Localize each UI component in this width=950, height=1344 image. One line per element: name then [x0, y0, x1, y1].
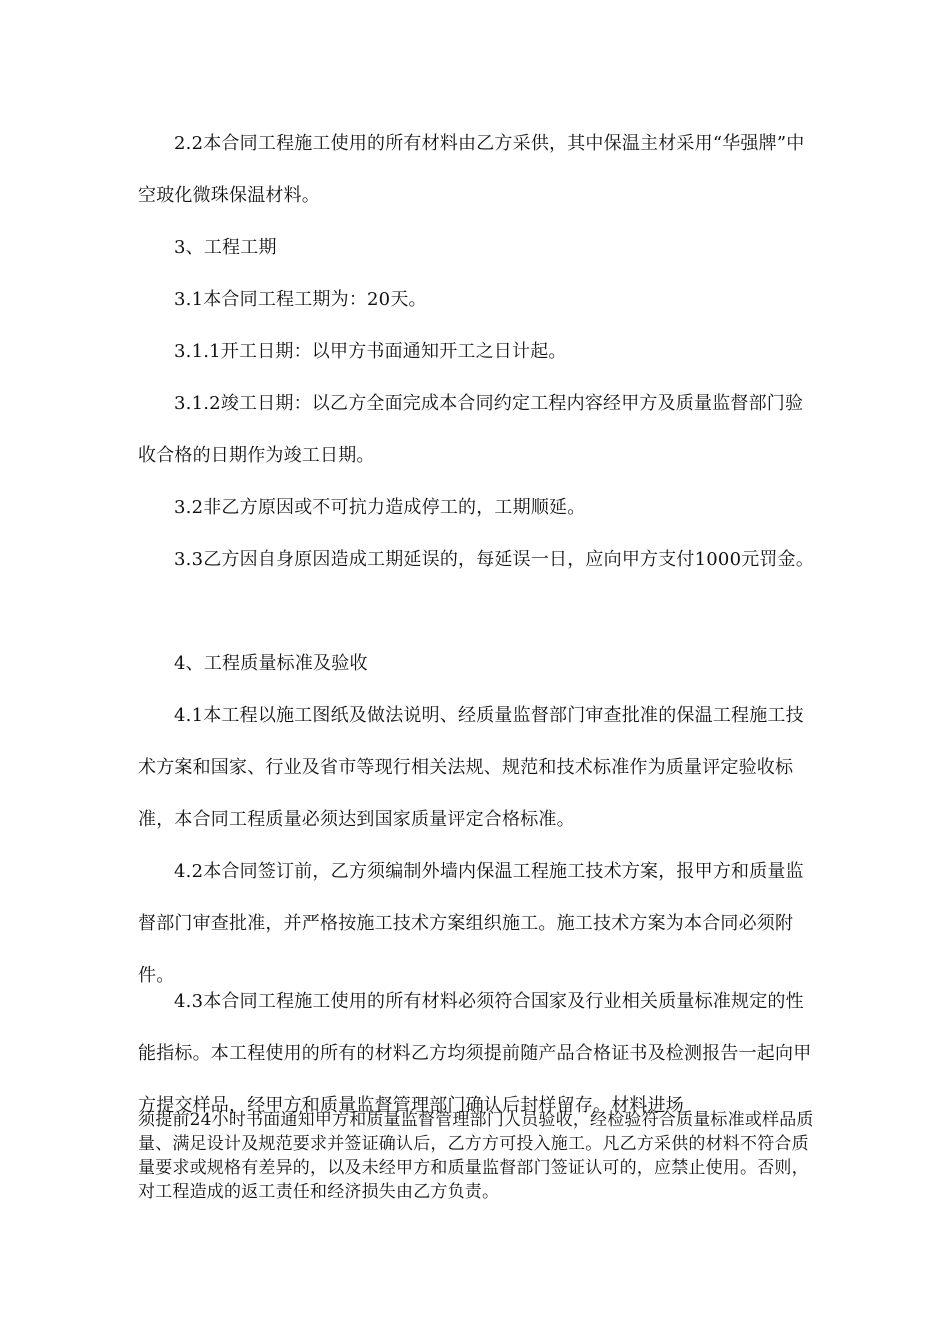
paragraph-3-3: 3.3乙方因自身原因造成工期延误的，每延误一日，应向甲方支付1000元罚金。 [174, 549, 815, 570]
paragraph-4-1: 4.1本工程以施工图纸及做法说明、经质量监督部门审查批准的保温工程施工技术方案和国家、行业及省市等现行相关法规、规范和技术标准作为质量评定验收标准，本合同工程质量必须达到国家质量评定合格标准。 [138, 705, 804, 830]
paragraph-4-2: 4.2本合同签订前，乙方须编制外墙内保温工程施工技术方案，报甲方和质量监督部门审查批准，并严格按施工技术方案组织施工。施工技术方案为本合同必须附件。 [138, 861, 804, 986]
paragraph-2-2: 2.2本合同工程施工使用的所有材料由乙方采供，其中保温主材采用“华强牌”中空玻化微珠保温材料。 [138, 133, 805, 206]
heading-section-4: 4、工程质量标准及验收 [174, 653, 368, 674]
paragraph-3-1-1: 3.1.1开工日期：以甲方书面通知开工之日计起。 [174, 341, 567, 362]
heading-section-3: 3、工程工期 [174, 237, 277, 258]
paragraph-3-1: 3.1本合同工程工期为：20天。 [174, 289, 427, 310]
paragraph-4-3-continued: 须提前24小时书面通知甲方和质量监督管理部门人员验收，经检验符合质量标准或样品质量、满足设计及规范要求并签证确认后，乙方方可投入施工。凡乙方采供的材料不符合质量要求或规格有差异的，以及未经甲方和质量监督部门签证认可的，应禁止使用。否则，对工程造成的返工责任和经济损失由乙方负责。 [138, 1110, 814, 1202]
paragraph-3-1-2: 3.1.2竣工日期：以乙方全面完成本合同约定工程内容经甲方及质量监督部门验收合格的日期作为竣工日期。 [138, 393, 804, 466]
paragraph-4-3: 4.3本合同工程施工使用的所有材料必须符合国家及行业相关质量标准规定的性能指标。本工程使用的所有的材料乙方均须提前随产品合格证书及检测报告一起向甲方提交样品，经甲方和质量监督管理部门确认后封样留存。材料进场 [138, 991, 812, 1116]
paragraph-3-2: 3.2非乙方原因或不可抗力造成停工的，工期顺延。 [174, 497, 586, 518]
